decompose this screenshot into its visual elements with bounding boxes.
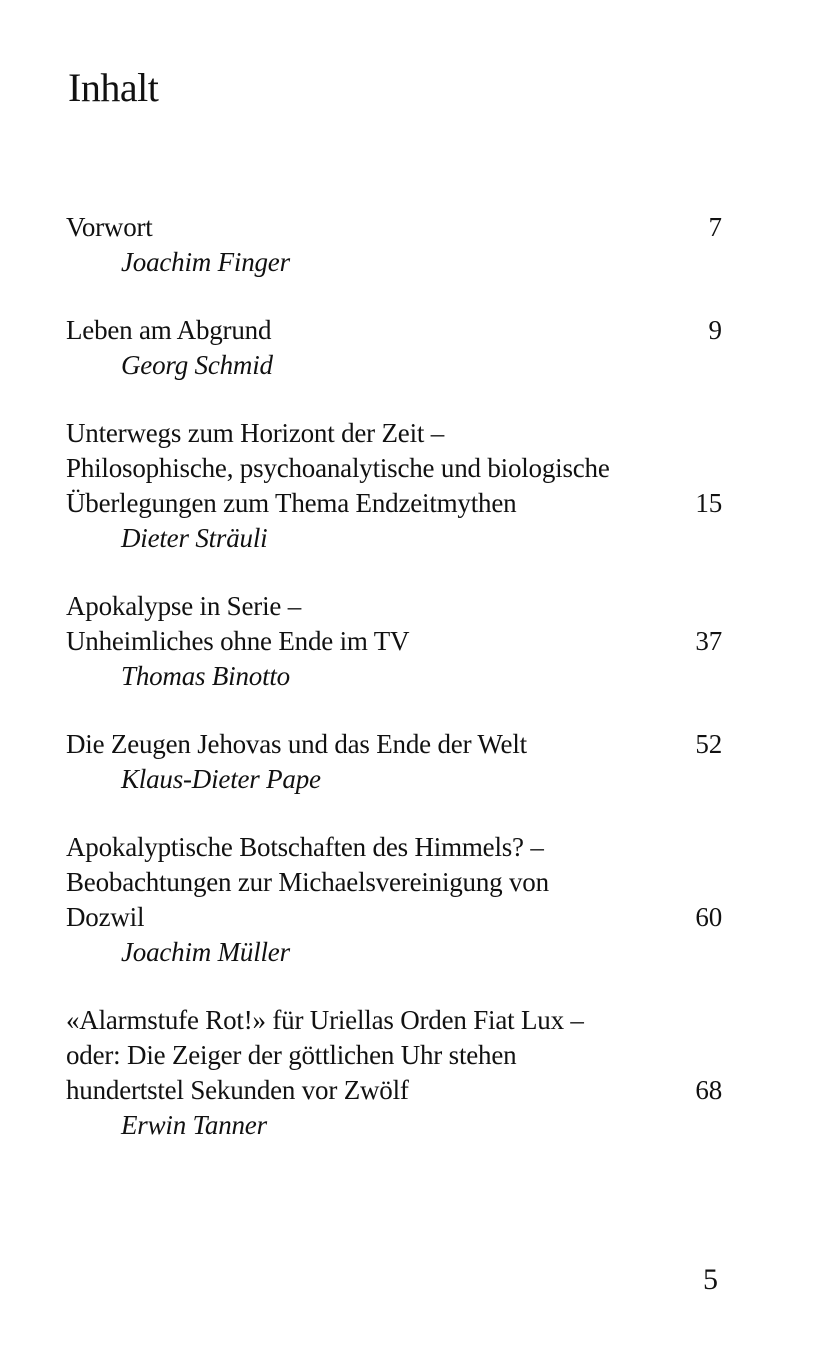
toc-entry-vorwort <box>66 210 722 280</box>
entry-title-line: Unterwegs zum Horizont der Zeit – <box>66 418 445 448</box>
toc-entry-unterwegs-zum-horizont <box>66 416 722 556</box>
entry-author: Thomas Binotto <box>121 661 290 691</box>
entry-author: Dieter Sträuli <box>121 523 268 553</box>
entry-page-number: 37 <box>695 626 722 656</box>
entry-title-line: Apokalypse in Serie – <box>66 591 302 621</box>
entry-author: Joachim Finger <box>121 247 290 277</box>
entry-author: Georg Schmid <box>121 350 273 380</box>
entry-page-number: 9 <box>708 315 722 345</box>
entry-title-line: «Alarmstufe Rot!» für Uriellas Orden Fiat Lux – <box>66 1005 584 1035</box>
entry-author: Joachim Müller <box>121 937 290 967</box>
entry-title-line <box>66 624 722 659</box>
entry-title-text: Überlegungen zum Thema Endzeitmythen <box>66 488 517 518</box>
entry-title-line: Leben am Abgrund <box>66 315 272 345</box>
entry-title-line: Philosophische, psychoanalytische und biologische <box>66 453 610 483</box>
entry-page-number: 68 <box>695 1075 722 1105</box>
toc-entry-apokalyptische-botschaften <box>66 830 722 970</box>
entry-title-line: oder: Die Zeiger der göttlichen Uhr stehen <box>66 1040 517 1070</box>
entry-title-line <box>66 1073 722 1108</box>
entry-page-number: 52 <box>695 729 722 759</box>
toc-entry-leben-am-abgrund <box>66 313 722 383</box>
page-title: Inhalt <box>68 65 159 110</box>
entry-title-line: Beobachtungen zur Michaelsvereinigung von <box>66 867 549 897</box>
entry-author: Erwin Tanner <box>121 1110 267 1140</box>
entry-title-text: Die Zeugen Jehovas und das Ende der Welt <box>66 729 527 759</box>
entry-title-line <box>66 486 722 521</box>
entry-title-line: Apokalyptische Botschaften des Himmels? – <box>66 832 544 862</box>
page-number-folio: 5 <box>703 1263 718 1296</box>
entry-author: Klaus-Dieter Pape <box>121 764 321 794</box>
toc-entry-alarmstufe-rot <box>66 1003 722 1143</box>
entry-title-text: Dozwil <box>66 902 145 932</box>
entry-title-text: hundertstel Sekunden vor Zwölf <box>66 1075 409 1105</box>
toc-entry-zeugen-jehovas <box>66 727 722 797</box>
entry-title-line <box>66 900 722 935</box>
entry-title-line: Vorwort <box>66 212 153 242</box>
entry-page-number: 60 <box>695 902 722 932</box>
table-of-contents <box>66 210 722 1176</box>
entry-title-text: Unheimliches ohne Ende im TV <box>66 626 410 656</box>
toc-entry-apokalypse-in-serie <box>66 589 722 694</box>
entry-title-line <box>66 727 722 762</box>
entry-page-number: 7 <box>708 212 722 242</box>
entry-page-number: 15 <box>695 488 722 518</box>
